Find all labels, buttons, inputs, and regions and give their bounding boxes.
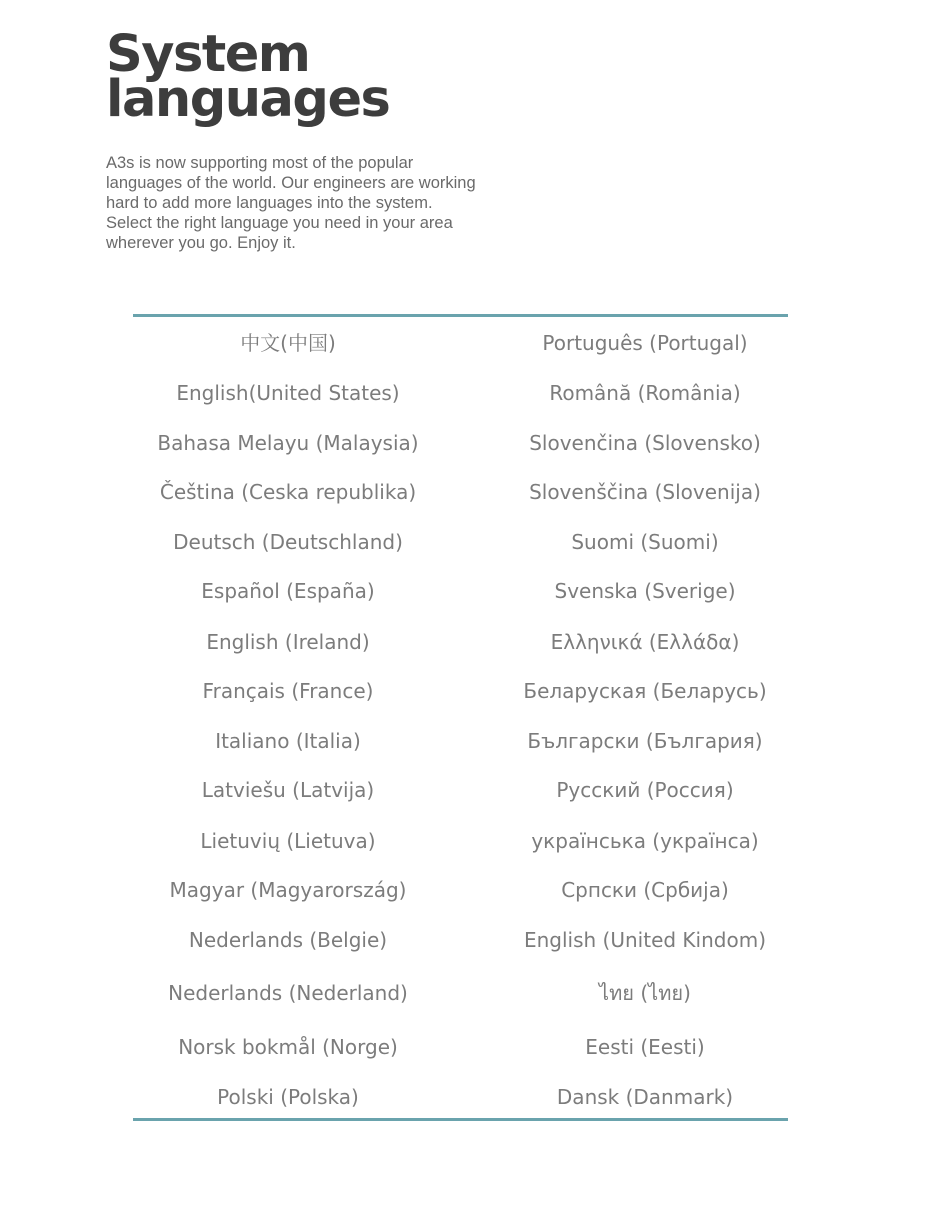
- language-item-right: Српски (Србија): [561, 878, 729, 902]
- language-item-left: English (Ireland): [206, 630, 370, 654]
- language-item-left: Norsk bokmål (Norge): [178, 1035, 398, 1059]
- language-item-right: Ελληνικά (Ελλάδα): [550, 630, 740, 654]
- language-item-left: Español (España): [201, 579, 375, 603]
- language-item-right: Slovenčina (Slovensko): [529, 431, 761, 455]
- language-item-right: Suomi (Suomi): [571, 530, 719, 554]
- page-title-line-1: System: [106, 25, 310, 84]
- language-item-right: Eesti (Eesti): [585, 1035, 705, 1059]
- page-title: [106, 25, 390, 129]
- language-item-left: Français (France): [202, 679, 374, 703]
- top-divider: [133, 314, 788, 317]
- language-item-right: Русский (Россия): [556, 778, 734, 802]
- language-item-right: Slovenščina (Slovenija): [529, 480, 761, 504]
- language-item-left: Bahasa Melayu (Malaysia): [157, 431, 419, 455]
- language-item-left: Italiano (Italia): [215, 729, 361, 753]
- language-item-right: Română (România): [549, 381, 741, 405]
- language-item-left: Čeština (Ceska republika): [159, 480, 417, 504]
- language-item-right: українська (українса): [531, 829, 759, 853]
- language-item-left: English(United States): [176, 381, 400, 405]
- language-item-left: 中文(中国): [240, 331, 336, 355]
- language-item-right: Беларуская (Беларусь): [523, 679, 767, 703]
- language-item-left: Nederlands (Belgie): [188, 928, 388, 952]
- language-item-right: Svenska (Sverige): [554, 579, 736, 603]
- page-title-line-2: languages: [106, 70, 390, 129]
- bottom-divider: [133, 1118, 788, 1121]
- language-item-left: Deutsch (Deutschland): [173, 530, 403, 554]
- language-item-left: Nederlands (Nederland): [168, 981, 408, 1005]
- language-item-left: Polski (Polska): [217, 1085, 359, 1109]
- language-item-right: English (United Kindom): [523, 928, 766, 952]
- language-item-right: Български (България): [527, 729, 763, 753]
- language-item-left: Lietuvių (Lietuva): [200, 829, 376, 853]
- language-item-left: Magyar (Magyarország): [169, 878, 407, 902]
- language-item-right: ไทย (ไทย): [599, 981, 691, 1005]
- language-item-left: Latviešu (Latvija): [201, 778, 375, 802]
- language-item-right: Dansk (Danmark): [556, 1085, 734, 1109]
- intro-paragraph: A3s is now supporting most of the popular languages of the world. Our engineers are working hard to add more languages into the system. Select the right language you need in your area wherever you go. Enjoy it.: [106, 154, 476, 252]
- language-item-right: Português (Portugal): [542, 331, 748, 355]
